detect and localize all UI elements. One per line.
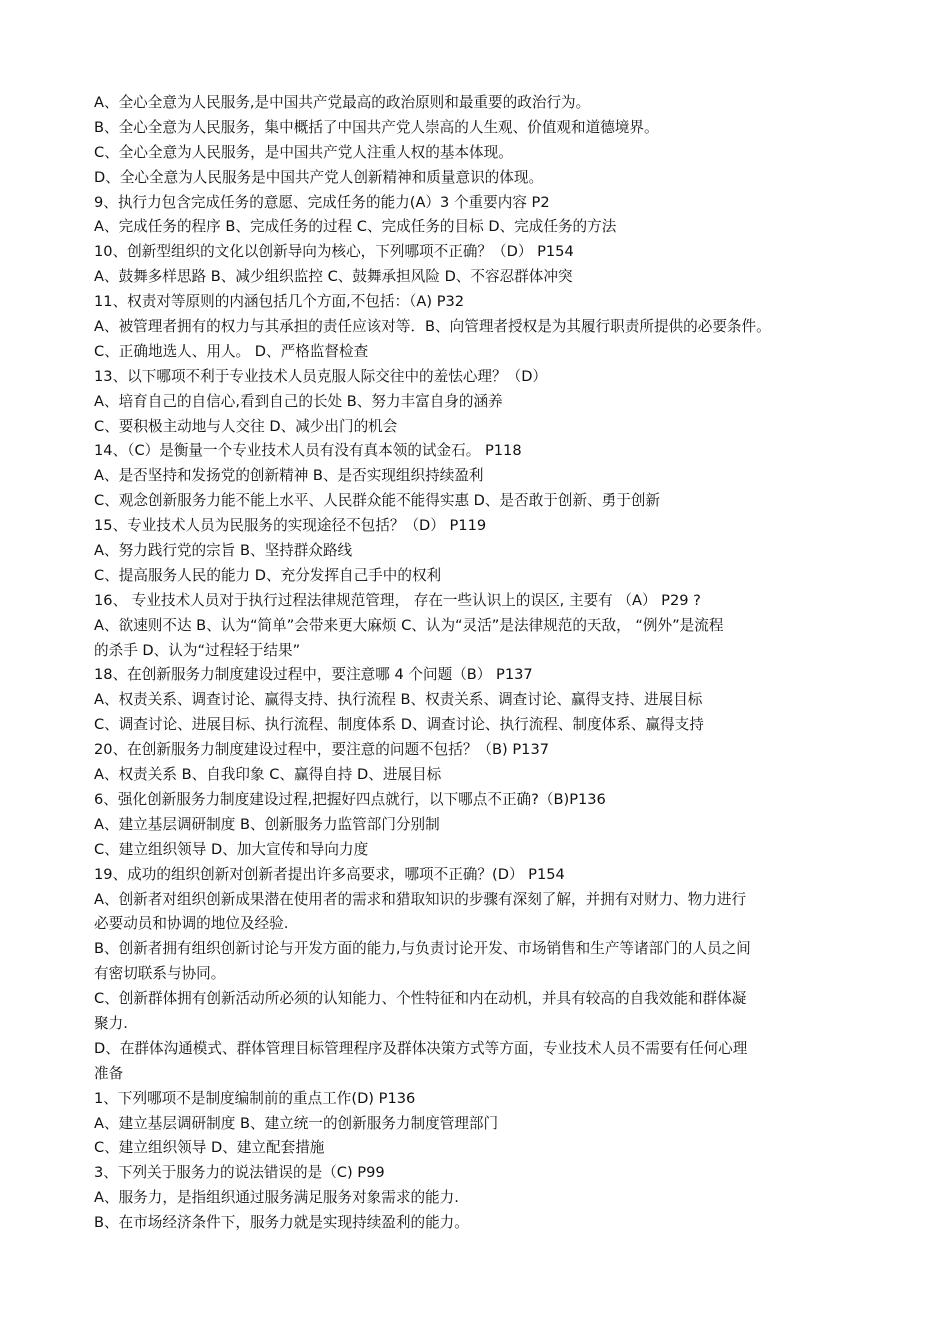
text-line: A、是否坚持和发扬党的创新精神 B、是否实现组织持续盈利: [94, 467, 484, 485]
text-line: C、调查讨论、进展目标、执行流程、制度体系 D、调查讨论、执行流程、制度体系、赢得支持: [94, 716, 704, 734]
text-line: A、服务力，是指组织通过服务满足服务对象需求的能力.: [94, 1189, 459, 1207]
text-line: 9、执行力包含完成任务的意愿、完成任务的能力(A）3 个重要内容 P2: [94, 193, 550, 211]
text-line: B、在市场经济条件下，服务力就是实现持续盈利的能力。: [94, 1214, 469, 1232]
text-line: A、权责关系、调查讨论、赢得支持、执行流程 B、权责关系、调查讨论、赢得支持、进展目标: [94, 691, 703, 709]
text-line: A、建立基层调研制度 B、建立统一的创新服务力制度管理部门: [94, 1114, 499, 1132]
text-line: 聚力.: [94, 1014, 128, 1032]
text-line: A、培育自己的自信心,看到自己的长处 B、努力丰富自身的涵养: [94, 392, 503, 410]
text-line: 13、以下哪项不利于专业技术人员克服人际交往中的羞怯心理？（D）: [94, 367, 548, 385]
text-line: D、在群体沟通模式、群体管理目标管理程序及群体决策方式等方面，专业技术人员不需要有任何心理: [94, 1039, 748, 1057]
text-line: 15、专业技术人员为民服务的实现途径不包括？（D） P119: [94, 517, 487, 535]
text-line: C、全心全意为人民服务，是中国共产党人注重人权的基本体现。: [94, 143, 513, 161]
document-body: [94, 91, 866, 1236]
text-line: 14、（C）是衡量一个专业技术人员有没有真本领的试金石。 P118: [94, 442, 522, 460]
text-line: A、欲速则不达 B、认为“简单”会带来更大麻烦 C、认为“灵活”是法律规范的天敌， “例外”是流程: [94, 616, 724, 634]
text-line: A、完成任务的程序 B、完成任务的过程 C、完成任务的目标 D、完成任务的方法: [94, 218, 617, 236]
text-line: C、建立组织领导 D、加大宣传和导向力度: [94, 840, 369, 858]
text-line: 的杀手 D、认为“过程轻于结果”: [94, 641, 301, 659]
text-line: C、建立组织领导 D、建立配套措施: [94, 1139, 325, 1157]
text-line: 11、权责对等原则的内涵包括几个方面,不包括：（A) P32: [94, 293, 465, 311]
text-line: C、要积极主动地与人交往 D、减少出门的机会: [94, 417, 398, 435]
text-line: A、权责关系 B、自我印象 C、赢得自持 D、进展目标: [94, 766, 442, 784]
text-line: 19、成功的组织创新对创新者提出许多高要求，哪项不正确？(D） P154: [94, 865, 565, 883]
text-line: 3、下列关于服务力的说法错误的是（C) P99: [94, 1164, 385, 1182]
text-line: B、创新者拥有组织创新讨论与开发方面的能力,与负责讨论开发、市场销售和生产等诸部门的人员之间: [94, 940, 751, 958]
text-line: A、全心全意为人民服务,是中国共产党最高的政治原则和最重要的政治行为。: [94, 94, 591, 111]
text-line: 准备: [94, 1064, 124, 1082]
text-line: C、正确地选人、用人。 D、严格监督检查: [94, 342, 369, 360]
text-line: 有密切联系与协同。: [94, 965, 226, 983]
text-line: 16、 专业技术人员对于执行过程法律规范管理， 存在一些认识上的误区, 主要有 （A） P29 ?: [94, 591, 701, 609]
text-line: B、全心全意为人民服务，集中概括了中国共产党人崇高的人生观、价值观和道德境界。: [94, 118, 659, 136]
text-line: A、被管理者拥有的权力与其承担的责任应该对等．B、向管理者授权是为其履行职责所提供的必要条件。: [94, 318, 771, 336]
text-line: 18、在创新服务力制度建设过程中，要注意哪 4 个问题（B） P137: [94, 666, 533, 684]
text-line: D、全心全意为人民服务是中国共产党人创新精神和质量意识的体现。: [94, 168, 544, 186]
text-line: C、观念创新服务力能不能上水平、人民群众能不能得实惠 D、是否敢于创新、勇于创新: [94, 492, 661, 510]
text-line: C、提高服务人民的能力 D、充分发挥自己手中的权利: [94, 566, 442, 584]
text-line: 6、强化创新服务力制度建设过程,把握好四点就行，以下哪点不正确?（B)P136: [94, 790, 606, 808]
text-line: 20、在创新服务力制度建设过程中，要注意的问题不包括？（B) P137: [94, 741, 550, 759]
text-line: A、创新者对组织创新成果潜在使用者的需求和猎取知识的步骤有深刻了解，并拥有对财力、物力进行: [94, 890, 747, 908]
text-line: 10、创新型组织的文化以创新导向为核心，下列哪项不正确？（D） P154: [94, 243, 574, 261]
text-line: A、鼓舞多样思路 B、减少组织监控 C、鼓舞承担风险 D、不容忍群体冲突: [94, 268, 573, 286]
text-line: A、建立基层调研制度 B、创新服务力监管部门分别制: [94, 815, 440, 833]
text-line: A、努力践行党的宗旨 B、坚持群众路线: [94, 542, 353, 560]
text-line: 1、下列哪项不是制度编制前的重点工作(D) P136: [94, 1089, 416, 1107]
text-line: 必要动员和协调的地位及经验.: [94, 915, 289, 933]
text-line: C、创新群体拥有创新活动所必须的认知能力、个性特征和内在动机，并具有较高的自我效能和群体凝: [94, 990, 747, 1008]
